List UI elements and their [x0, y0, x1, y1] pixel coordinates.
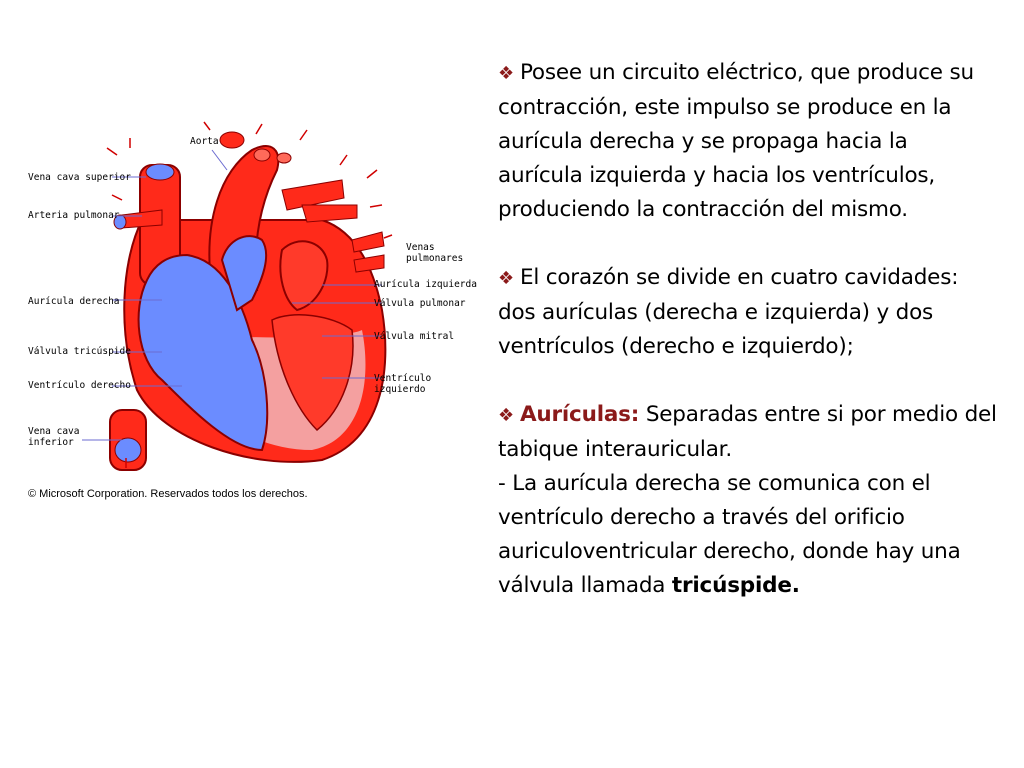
label-auricula-derecha: Aurícula derecha — [28, 296, 120, 307]
label-ventriculo-izquierdo-2: izquierdo — [374, 384, 426, 395]
diamond-bullet-icon: ❖ — [498, 268, 514, 289]
paragraph-cavities — [498, 261, 998, 364]
paragraph-circuit — [498, 56, 998, 227]
label-ventriculo-derecho: Ventrículo derecho — [28, 380, 131, 391]
heart-illustration — [22, 110, 462, 510]
paragraph-tricuspid — [498, 467, 998, 603]
copyright-notice: © Microsoft Corporation. Reservados todos los derechos. — [28, 488, 308, 500]
paragraph-circuit-text: Posee un circuito eléctrico, que produce su contracción, este impulso se produce en la aurícula derecha y se propaga hacia la aurícula izquierda y hacia los ventrículos, produciendo la contracción del mismo. — [498, 60, 974, 222]
label-ventriculo-izquierdo-1: Ventrículo — [374, 373, 432, 384]
label-vena-cava-inferior-2: inferior — [28, 437, 74, 448]
label-vena-cava-superior: Vena cava superior — [28, 172, 131, 183]
diamond-bullet-icon: ❖ — [498, 63, 514, 84]
label-vena-cava-inferior-1: Vena cava — [28, 426, 80, 437]
label-valvula-mitral: Válvula mitral — [374, 331, 455, 342]
paragraph-tricuspid-text: - La aurícula derecha se comunica con el ventrículo derecho a través del orificio auriculoventricular derecho, donde hay una válvula llamada — [498, 471, 961, 598]
label-aorta: Aorta — [190, 136, 219, 147]
label-venas-pulmonares-1: Venas — [406, 242, 435, 253]
keyword-tricuspide: tricúspide. — [671, 573, 800, 598]
heart-diagram — [22, 110, 477, 510]
diamond-bullet-icon: ❖ — [498, 405, 514, 426]
paragraph-auriculas — [498, 398, 998, 467]
label-auricula-izquierda: Aurícula izquierda — [374, 279, 477, 290]
label-valvula-tricuspide: Válvula tricúspide — [28, 346, 131, 357]
text-content — [498, 56, 998, 603]
paragraph-cavities-text: El corazón se divide en cuatro cavidades: dos aurículas (derecha e izquierda) y dos ventrículos (derecho e izquierdo); — [498, 265, 959, 359]
label-arteria-pulmonar: Arteria pulmonar — [28, 210, 120, 221]
label-valvula-pulmonar: Válvula pulmonar — [374, 298, 466, 309]
keyword-auriculas: Aurículas: — [519, 402, 640, 427]
paragraph-auriculas-text: Separadas entre si por medio del tabique interauricular. — [498, 402, 997, 462]
label-venas-pulmonares-2: pulmonares — [406, 253, 464, 264]
